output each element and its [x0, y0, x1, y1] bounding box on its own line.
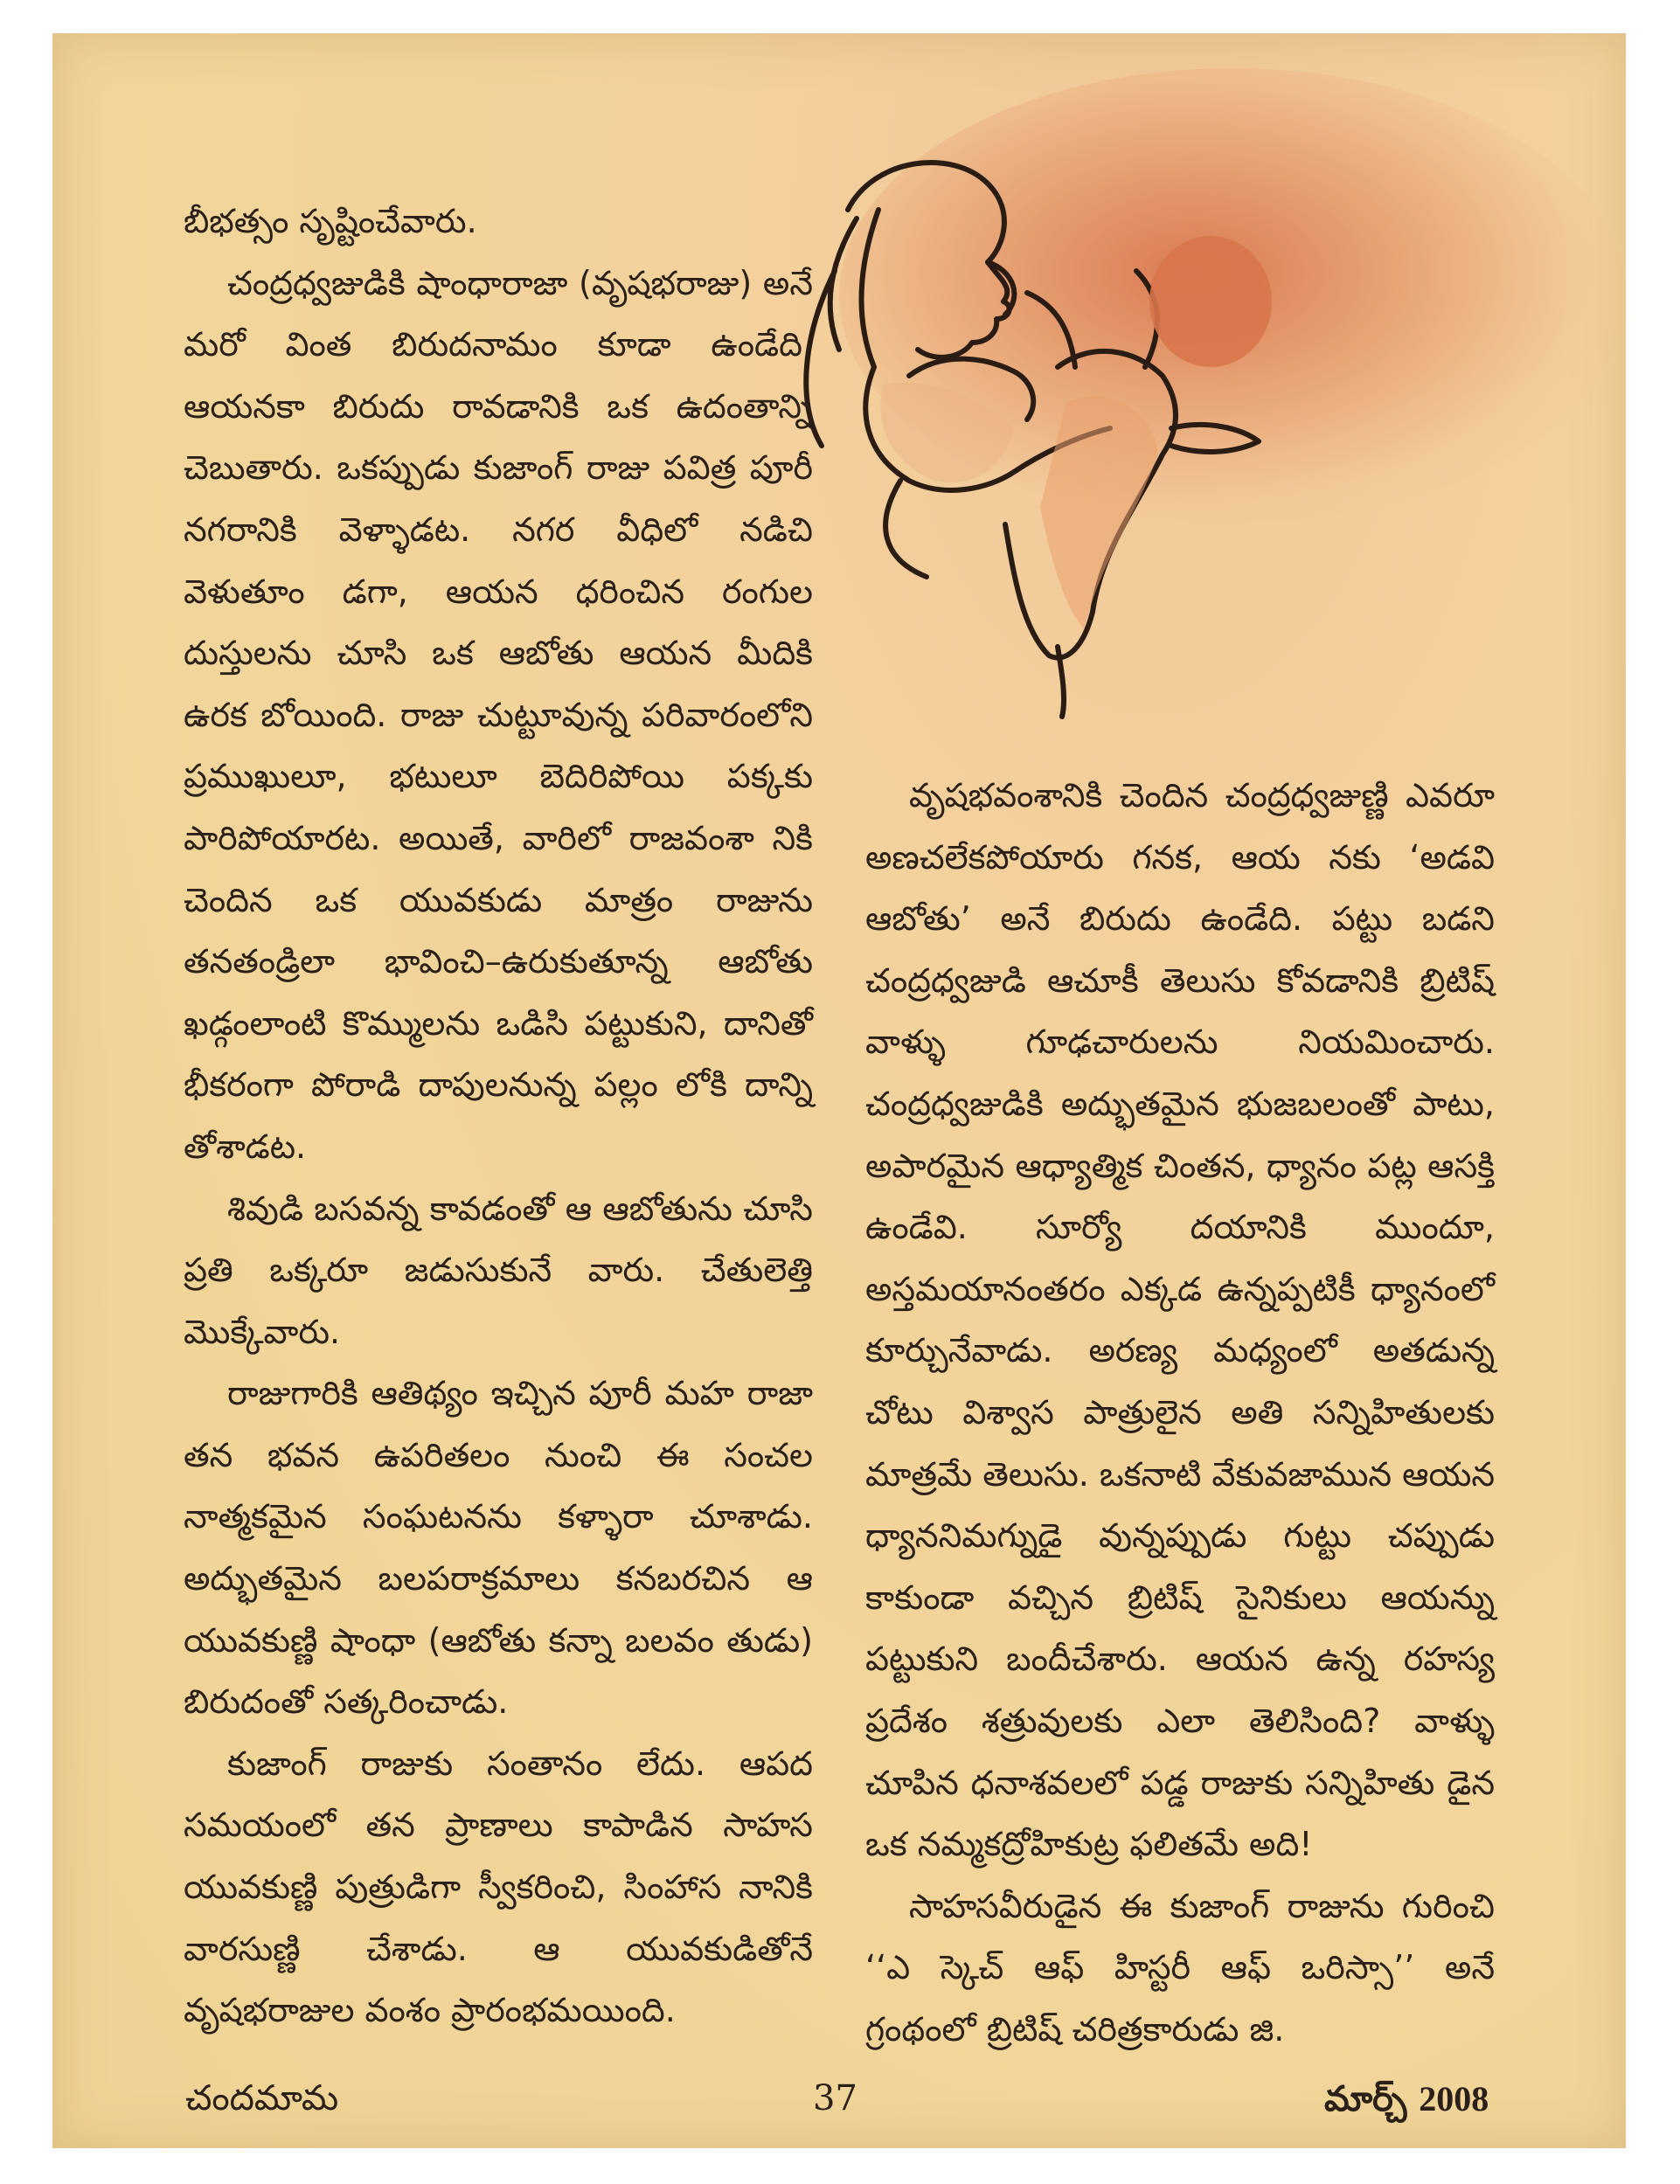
- paragraph: రాజుగారికి ఆతిథ్యం ఇచ్చిన పూరీ మహ రాజా తన భవన ఉపరితలం నుంచి ఈ సంచల నాత్మకమైన సంఘటనను కళ్ళారా చూశాడు. అద్భుతమైన బలపరాక్రమాలు కనబరచిన ఆ యువకుణ్ణి షాంధా (ఆబోతు కన్నా బలవం తుడు) బిరుదంతో సత్కరించాడు.: [184, 1374, 813, 1722]
- hair-outline: [848, 163, 1014, 315]
- paragraph: శివుడి బసవన్న కావడంతో ఆ ఆబోతును చూసి ప్రతి ఒక్కరూ జడుసుకునే వారు. చేతులెత్తి మొక్కేవారు.: [184, 1189, 813, 1351]
- bull-wrestler-illustration: [725, 140, 1407, 752]
- paragraph: చంద్రధ్వజుడికి షాంధారాజా (వృషభరాజు) అనే మరో వింత బిరుదనామం కూడా ఉండేది. ఆయనకా బిరుదు రావడానికి ఒక ఉదంతాన్ని చెబుతారు. ఒకప్పుడు కుజాంగ్ రాజు పవిత్ర పూరీ నగరానికి వెళ్ళాడట. నగర వీధిలో నడిచి వెళుతూం డగా, ఆయన ధరించిన రంగుల దుస్తులను చూసి ఒక ఆబోతు ఆయన మీదికి ఉరక బోయింది. రాజు చుట్టూవున్న పరివారంలోని ప్రముఖులూ, భటులూ బెదిరిపోయి పక్కకు పారిపోయారట. అయితే, వారిలో రాజవంశా నికి చెందిన ఒక యువకుడు మాత్రం రాజును తనతండ్రిలా భావించి–ఉరుకుతూన్న ఆబోతు ఖడ్గంలాంటి కొమ్ములను ఒడిసి పట్టుకుని, దానితో భీకరంగా పోరాడి దాపులనున్న పల్లం లోకి దాన్ని తోశాడట.: [184, 263, 813, 1166]
- bull-hump: [1149, 236, 1272, 367]
- bull-ear: [1171, 425, 1259, 452]
- body-torso: [885, 481, 927, 577]
- paragraph: కుజాంగ్ రాజుకు సంతానం లేదు. ఆపద సమయంలో తన ప్రాణాలు కాపాడిన సాహస యువకుణ్ణి పుత్రుడిగా స్వీకరించి, సింహాస నానికి వారసుణ్ణి చేశాడు. ఆ యువకుడితోనే వృషభరాజుల వంశం ప్రారంభమయింది.: [184, 1744, 813, 2030]
- left-column: [184, 191, 813, 2042]
- arm-shade: [881, 383, 1015, 482]
- paragraph: సాహసవీరుడైన ఈ కుజాంగ్ రాజును గురించి ‘‘ఎ స్కెచ్ ఆఫ్ హిస్టరీ ఆఫ్ ఒరిస్సా’’ అనే గ్రంథంలో బ్రిటిష్ చరిత్రకారుడు జి.: [865, 1886, 1495, 2049]
- issue-year: 2008: [1419, 2079, 1489, 2118]
- paragraph: బీభత్సం సృష్టించేవారు.: [184, 202, 477, 240]
- page-number: 37: [813, 2078, 857, 2118]
- paragraph: వృషభవంశానికి చెందిన చంద్రధ్వజుణ్ణి ఎవరూ అణచలేకపోయారు గనక, ఆయ నకు ‘అడవి ఆబోతు’ అనే బిరుదు ఉండేది. పట్టు బడని చంద్రధ్వజుడి ఆచూకీ తెలుసు కోవడానికి బ్రిటిష్ వాళ్ళు గూఢచారులను నియమించారు. చంద్రధ్వజుడికి అద్భుతమైన భుజబలంతో పాటు, అపారమైన ఆధ్యాత్మిక చింతన, ధ్యానం పట్ల ఆసక్తి ఉండేవి. సూర్యో దయానికి ముందూ, అస్తమయానంతరం ఎక్కడ ఉన్నప్పటికీ ధ్యానంలో కూర్చునేవాడు. అరణ్య మధ్యంలో అతడున్న చోటు విశ్వాస పాత్రులైన అతి సన్నిహితులకు మాత్రమే తెలుసు. ఒకనాటి వేకువజామున ఆయన ధ్యాననిమగ్నుడై వున్నప్పుడు గుట్టు చప్పుడు కాకుండా వచ్చిన బ్రిటిష్ సైనికులు ఆయన్ను పట్టుకుని బందీచేశారు. ఆయన ఉన్న రహస్య ప్రదేశం శత్రువులకు ఎలా తెలిసింది? వాళ్ళు చూపిన ధనాశవలలో పడ్డ రాజుకు సన్నిహితు డైన ఒక నమ్మకద్రోహికుట్ర ఫలితమే అది!: [865, 776, 1495, 1864]
- issue-month: మార్చ్: [1324, 2078, 1407, 2119]
- bull-horn-left: [1027, 293, 1075, 367]
- magazine-name: చందమామ: [185, 2078, 339, 2118]
- bull-face-shade: [1040, 397, 1158, 629]
- face-profile: [918, 262, 1010, 357]
- issue-date: [1324, 2078, 1489, 2128]
- right-column: [865, 765, 1495, 2060]
